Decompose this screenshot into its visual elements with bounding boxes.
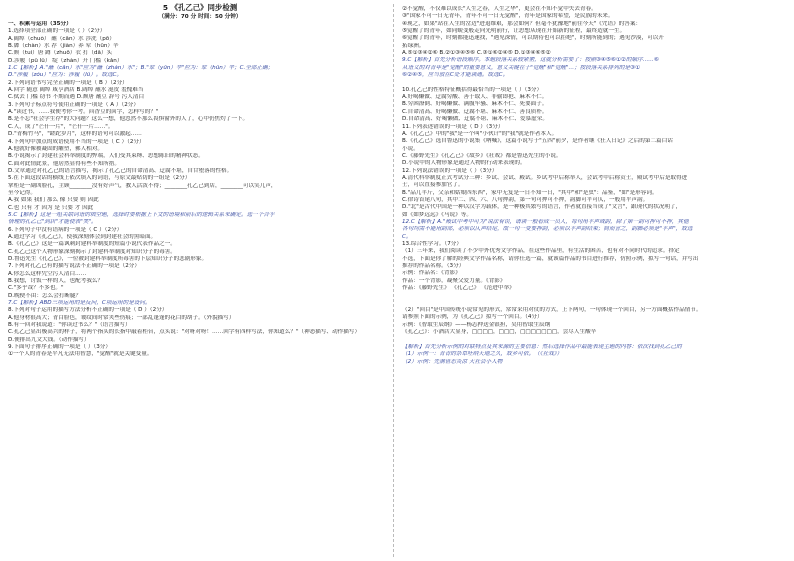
text-line: D.便排出九文大钱。（动作描写） xyxy=(8,336,90,343)
text-line: 9.下面句子排序正确的一项是（ ）（3分） xyxy=(8,344,111,351)
text-line: 10.孔乙己的性格特征概括得最恰当的一项是（ ）（3分） xyxy=(402,86,543,93)
answer-line: （1）示例一：青青的杂草吐纳天地之久，故乡可依。（《社戏》） xyxy=(402,351,563,358)
text-line: 4.下列句中加点的成语使用不当的一项是（ C ）（2分） xyxy=(8,138,145,145)
page-subtitle: （满分：70 分 时间：50 分钟） xyxy=(158,14,242,20)
text-line: A.好喝懒做、迂腐穷酸、善于取人、非偷即抢、麻木不仁。 xyxy=(402,94,548,101)
answer-line: 各句均需不能用韵部，必须以仄声结尾，故一句一变要押韵，必须以平声韵结束；简而言之，韵脚必须是"平声"，故选 xyxy=(402,226,693,233)
text-line: 5.在下面这段话的横线上依次填入的词语，与原文最贴切的一组是（2分） xyxy=(8,175,191,182)
page-title: 5 《孔乙己》同步检测 xyxy=(162,3,238,12)
text-line: B."品儿半斤，父亲和姑娘四东西"，家中无复是一日不知一日，"其中"和"是虫"：品鉴，"如"是形容词。 xyxy=(402,189,658,196)
answer-line: D."涉履（zǒu）"应为：涉履（lǚ）。故选C。 xyxy=(8,72,123,79)
text-line: 请参照下面的示例，为《孔乙己》拟写一个回目。（4分） xyxy=(402,314,543,321)
section-heading: 一、积累与运用（35分） xyxy=(8,21,72,27)
text-line: ②不觉醒，不仅难以成长"人生之春，人生之华"，更会在不知不觉中失去青春。 xyxy=(402,6,597,12)
answer-line: 12.C【解析】A."殿试中考中可为"说法有误，请读一般看成一员人，每句用平声或韵，除了第一韵可押可不押，其他 xyxy=(402,218,689,225)
answer-line: 情理的孔乙己"到店"才能使表"笑"。 xyxy=(8,219,97,226)
text-line: A.他就好像被凝固的雕塑，佛人相对。 xyxy=(8,145,104,152)
text-line: 小说。 xyxy=(402,145,419,152)
text-line: 7.下列对孔乙己有的描写说法不正确的一项是（2分） xyxy=(8,263,140,270)
text-line: B.有一回对我说道："你读过书么？"（语言描写） xyxy=(8,322,131,329)
text-line xyxy=(402,300,786,307)
text-line xyxy=(402,292,786,299)
text-line: B.小说揭示了封建社会科举制度的弊端，人们受其束缚、思想陈旧的精神状态。 xyxy=(8,153,204,160)
text-line: 13.综合性学习。（7分） xyxy=(402,241,462,247)
text-line: 掌柜是一副凶脸孔，主顾________没有好声气，教人活泼不得；________孔乙己到店，________可以笑几声， xyxy=(8,182,277,189)
text-line: B.是不忘"社会学生存"的大问题？这么一想，他忽然不那么畏惧窗外的人了，心中仍焦灼了一下。 xyxy=(8,116,249,123)
text-line: 2.下列词语书写完全正确的一项是（ B ）（2分） xyxy=(8,79,128,86)
text-line: A.阔绰（chuò） 蘸（cān）水 涉洗（pō） xyxy=(8,35,115,42)
right-column-body xyxy=(402,6,786,366)
text-line: 1.选择项全部正确的一项是（ ）（2分） xyxy=(8,28,106,35)
text-line: 不选，下面是你了解的经典文学作品名称，请你任选一篇，就该篇作品的书目进行推荐，仿照示例，拟写一句话，并写出 xyxy=(402,255,699,262)
text-line: B.穷困潦倒、好喝懒做、满腹牢骚、麻木不仁、死要面子。 xyxy=(402,101,548,108)
text-line: （1）三年来，我们阅读了不少中外优秀文学作品，在这些作品里，有生活的困苦，也有对不同时代的追求。择定 xyxy=(402,248,680,255)
text-line: D."青梅竹马"，"蹉跎岁月"，这样的语句可以激起…… xyxy=(8,131,142,138)
text-line: 示例：作品名：《背影》 xyxy=(402,270,461,277)
text-line: D.涉履（pǔ lǚ） 绽（zhàn）开 门槛（kǎn） xyxy=(8,57,123,64)
text-line: 11.下列表述错误的一项是（ D ）（3分） xyxy=(402,123,504,130)
text-line: 示例：《智取生辰纲》——杨志押送金银担，吴用智取生辰纲 xyxy=(402,321,551,328)
text-line xyxy=(402,79,786,86)
text-line: A.你怎么这样凭空污人清白…… xyxy=(8,270,87,277)
answer-line: C。 xyxy=(402,233,412,240)
text-line: （2）"回目"是中国传统小说常见的形式，常常采用对仗的方式，上下两句，一句体现一个回目，另一方面概括作品情节。 xyxy=(402,307,702,314)
text-line: 如《如梦远远》《马说》等。 xyxy=(402,211,472,218)
text-line: A.回字 随意 阔绰 咸亨酒店 B.阔绰 蘸水 涎皮 羞愧难当 xyxy=(8,87,144,94)
answer-line: 7.C【解析】ABD三项运用的是反问，C项运用的是设问。 xyxy=(8,300,151,307)
text-line: 作品：一个背影，凝聚父爱力量。《背影》 xyxy=(402,277,506,284)
text-line: A."读过书，……我便考你一考。茴香豆的茴字，怎样写的？" xyxy=(8,109,159,116)
text-line: A.我 如果 我们 那么 像 只要 则 因此 xyxy=(8,197,99,204)
answer-line: 从语义的对青年是"觉醒"的重要意义，意义关键在于"觉醒"和"觉醒"…；按段落关系排列的是③① xyxy=(402,64,641,71)
text-line: C."多乎哉？不多也。" xyxy=(8,285,64,292)
text-line xyxy=(402,336,786,343)
page-left xyxy=(8,0,392,561)
left-column-body xyxy=(8,21,392,359)
text-line: 《孔乙己》：小酒店大显身，□□□□，□□□，□□□□□□□，尝尽人生酸辛 xyxy=(402,329,597,336)
text-line: D.自命清高、好喝懒做、迂腐不堪、麻木不仁、爱慕虚荣。 xyxy=(402,116,548,123)
text-line: B.羼（chàn）水 荐（jiàn）养 荤（hūn）辛 xyxy=(8,43,119,50)
text-line: D.鲁迅先生《孔乙己》，一位被封建科举制度所毒害的下层知识分子的悲剧形象。 xyxy=(8,256,208,262)
answer-line: ⑥②④⑤，应当放在C处才能读通。故选C。 xyxy=(402,72,509,79)
text-line: C.颓（tuí）唐 蹲（zhuō）衣 打（dǎ）头 xyxy=(8,50,113,57)
text-line: C.《藤野先生》《孔乙己》《故乡》《社戏》都是鲁迅先生的小说。 xyxy=(402,152,562,159)
answer-line: 1.C【解析】A."蘸（cān）水"应为"蘸（zhàn）水"；B."荤（yūn）辛"应为：荤（hūn）辛；C.全部正确； xyxy=(8,65,274,72)
text-line: B.《孔乙己》这是一篇讽刺封建科举制度的短篇小说代表作品之一。 xyxy=(8,241,176,248)
text-line: 拓绿洲。 xyxy=(402,42,425,49)
text-line: D."北"是古代中国是一种以汉字为载体，是一种极其繁写的语言，作者就直接当成了"文言"，跟现代的状况明了， xyxy=(402,204,682,211)
text-line: C.人，成了"芒仟一片"，"芒仟一片……"。 xyxy=(8,123,114,130)
text-line: A.《孔乙己》中的"我"是一个叫"小伙计"的"我"就是作者本人。 xyxy=(402,130,558,137)
text-line: C.也 只有 才 因为 是 只要 才 因此 xyxy=(8,204,94,211)
answer-line: 5.C【解析】这是一组关联词语的填空题，选择时要根据上下文的语境和前后的逻辑关系来确定。选一个合乎 xyxy=(8,211,275,218)
text-line: 作品：《藤野先生》 《孔乙己》 《范进中举》 xyxy=(402,285,515,292)
text-line: C.面对此情此景，他居然显得有些不知所措。 xyxy=(8,160,120,167)
text-line: D.晚便不由：怎么会打断腿？ xyxy=(8,292,82,299)
answer-line: 【解析】首先分析示例的对联特点及其来源的主要信息：然后选择作品中最能表现主题的内容：依次找到孔乙己的 xyxy=(402,343,682,350)
text-line: B.我想，讨饭一样的人，也配考我么？ xyxy=(8,278,104,285)
text-line: 8.下列对句子运用的描写方法分析不正确的一项是（ D ）（2分） xyxy=(8,307,168,314)
text-line: A.他身材很高大；青白脸色，皱纹间时常夹些伤痕；一部乱蓬蓬的花白的胡子。（外貌描写） xyxy=(8,314,235,321)
page-right xyxy=(402,0,786,561)
text-line: 3.下列句子标点符号使用正确的一项是（ A ）（2分） xyxy=(8,101,139,108)
text-line: B.《孔乙己》选自鲁迅的小说集《呐喊》，这篇小说写于"五四"前夕，是作者继《狂人日记》之后的第二篇白话 xyxy=(402,138,673,145)
text-line: C.孔乙己显出极高兴的样子，将两个指头的长指甲敲着柜台，点头说："对呀对呀！……回字有四样写法，你知道么？"（神态描写、动作描写） xyxy=(8,329,361,336)
text-line: C.律诗首尾八句，其中二、四、六、八句押韵，第一句可押可不押，韵脚可平可仄，一般用平声韵。 xyxy=(402,196,649,203)
text-line: C.拭去 门槛 窃书 不期而遇 D.颓唐 蘸豆 辞号 污人清白 xyxy=(8,94,145,101)
text-line: 12.下列说法错误的一项是（ ）（3分） xyxy=(402,167,498,174)
text-line: ⑥觉醒了的青年，时刻都能迅速找，"遇见深情，可以期待也可以拒绝"，时刻所能到的；遇见沙漠，可以开 xyxy=(402,35,664,42)
text-line: A.清代科举制度正式考试分三种：乡试、会试、殿试。乡试考中后称举人，会试考中后称贡士，殿试考中后是取得进 xyxy=(402,174,688,181)
answer-line: （2）示例：先满世态炎凉 大社会小人物 xyxy=(402,358,503,365)
text-line: D.文章通过对孔乙己的语言描写，揭示了孔乙己的自命清高、迂腐不堪，自甘堕落的性格。 xyxy=(8,167,233,174)
column-divider xyxy=(393,4,394,557)
text-line: A.通过学习《孔乙己》，使我深刻体会到封建社会的黑暗面。 xyxy=(8,233,157,240)
text-line: 推荐的作品名称。（3分） xyxy=(402,263,465,270)
text-line: 士，可以直接参加官了。 xyxy=(402,182,464,189)
text-line: 6.下列句子中没有语病的一项是（ C ）（2分） xyxy=(8,226,123,233)
text-line: ④现之，如果"站在人生的岔边"进退维艰，那会如何？但毫不犹豫地"前往今天"《咒语》的答案： xyxy=(402,20,642,27)
text-line: C.孔乙己这个人物形象深刻揭示了封建科举制度对知识分子的毒害。 xyxy=(8,248,176,255)
answer-line: 9.C【解析】首先分析语段顺序。本题段落关系较紧密，这就分析需要了：按照③④⑤⑥①②的顺序……⑥ xyxy=(402,57,659,64)
text-line: D.小说中的人物形象是通过人物的行动来表现的。 xyxy=(402,160,526,167)
text-line: 至今记得。 xyxy=(8,189,36,196)
text-line: C.自命清高、好喝懒做、迂腐不堪、麻木不仁、善良质朴。 xyxy=(402,108,548,115)
text-line: A.⑤①③④②⑥ B.②①③④⑤⑥ C.③①⑥②④⑤ D.①③④⑥⑤② xyxy=(402,50,551,57)
text-line: ⑤觉醒了的青年，如同蜕变般走向光明前行，让思想从现在开始新的征程，最终造就一生。 xyxy=(402,28,626,35)
text-line: ③"国家不可一日无青年，青年不可一日无觉醒"，青年是国家的希望，是民族的未来。 xyxy=(402,13,614,20)
text-line: ①一个人的青春是平凡无法用智慧，"觉醒"就是关键变量。 xyxy=(8,351,153,358)
